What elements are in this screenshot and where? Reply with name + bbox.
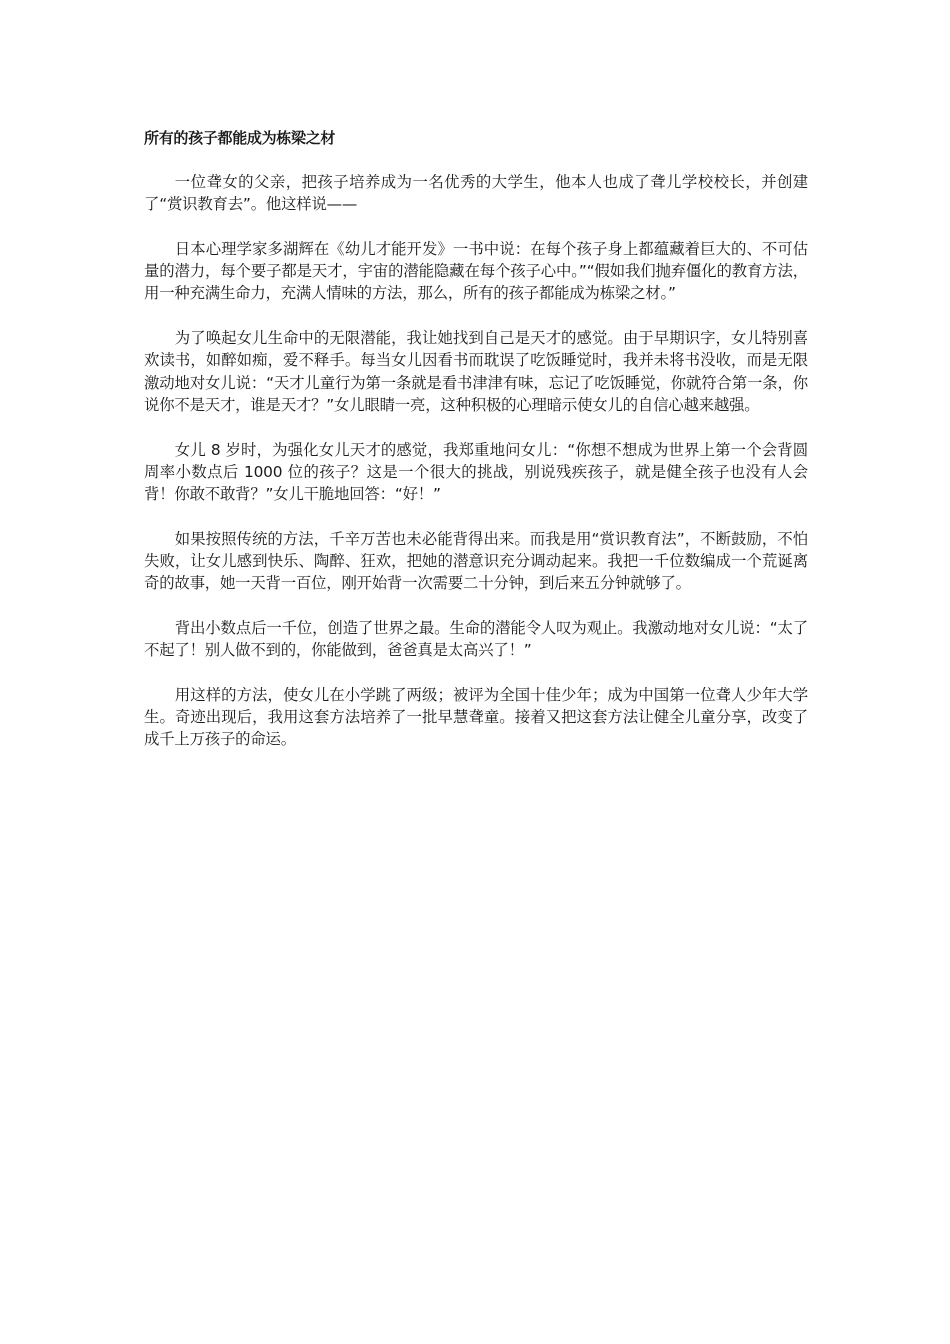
paragraph-5: 如果按照传统的方法，千辛万苦也未必能背得出来。而我是用“赏识教育法”，不断鼓励，不怕失败，让女儿感到快乐、陶醉、狂欢，把她的潜意识充分调动起来。我把一千位数编成一个荒诞离奇的故事，她一天背一百位，刚开始背一次需要二十分钟，到后来五分钟就够了。 xyxy=(144,529,808,593)
document-page xyxy=(144,127,808,773)
paragraph-3: 为了唤起女儿生命中的无限潜能，我让她找到自己是天才的感觉。由于早期识字，女儿特别喜欢读书，如醉如痴，爱不释手。每当女儿因看书而耽误了吃饭睡觉时，我并未将书没收，而是无限激动地对女儿说：“天才儿童行为第一条就是看书津津有味，忘记了吃饭睡觉，你就符合第一条，你说你不是天才，谁是天才？”女儿眼睛一亮，这种积极的心理暗示使女儿的自信心越来越强。 xyxy=(144,329,808,414)
paragraph-1: 一位聋女的父亲，把孩子培养成为一名优秀的大学生，他本人也成了聋儿学校校长，并创建了“赏识教育去”。他这样说—— xyxy=(144,173,808,214)
document-title: 所有的孩子都能成为栋梁之材 xyxy=(144,129,336,147)
paragraph-2: 日本心理学家多湖辉在《幼儿才能开发》一书中说：在每个孩子身上都蕴藏着巨大的、不可估量的潜力，每个要子都是天才，宇宙的潜能隐藏在每个孩子心中。”“假如我们抛弃僵化的教育方法，用一种充满生命力，充满人情味的方法，那么，所有的孩子都能成为栋梁之材。” xyxy=(144,239,808,303)
paragraph-4: 女儿 8 岁时，为强化女儿天才的感觉，我郑重地问女儿：“你想不想成为世界上第一个会背圆周率小数点后 1000 位的孩子？这是一个很大的挑战，别说残疾孩子，就是健全孩子也没有人会背！你敢不敢背？”女儿干脆地回答：“好！” xyxy=(144,440,808,504)
paragraph-7: 用这样的方法，使女儿在小学跳了两级；被评为全国十佳少年；成为中国第一位聋人少年大学生。奇迹出现后，我用这套方法培养了一批早慧聋童。接着又把这套方法让健全儿童分享，改变了成千上万孩子的命运。 xyxy=(144,685,808,749)
paragraph-6: 背出小数点后一千位，创造了世界之最。生命的潜能令人叹为观止。我激动地对女儿说：“太了不起了！别人做不到的，你能做到，爸爸真是太高兴了！” xyxy=(144,618,808,660)
